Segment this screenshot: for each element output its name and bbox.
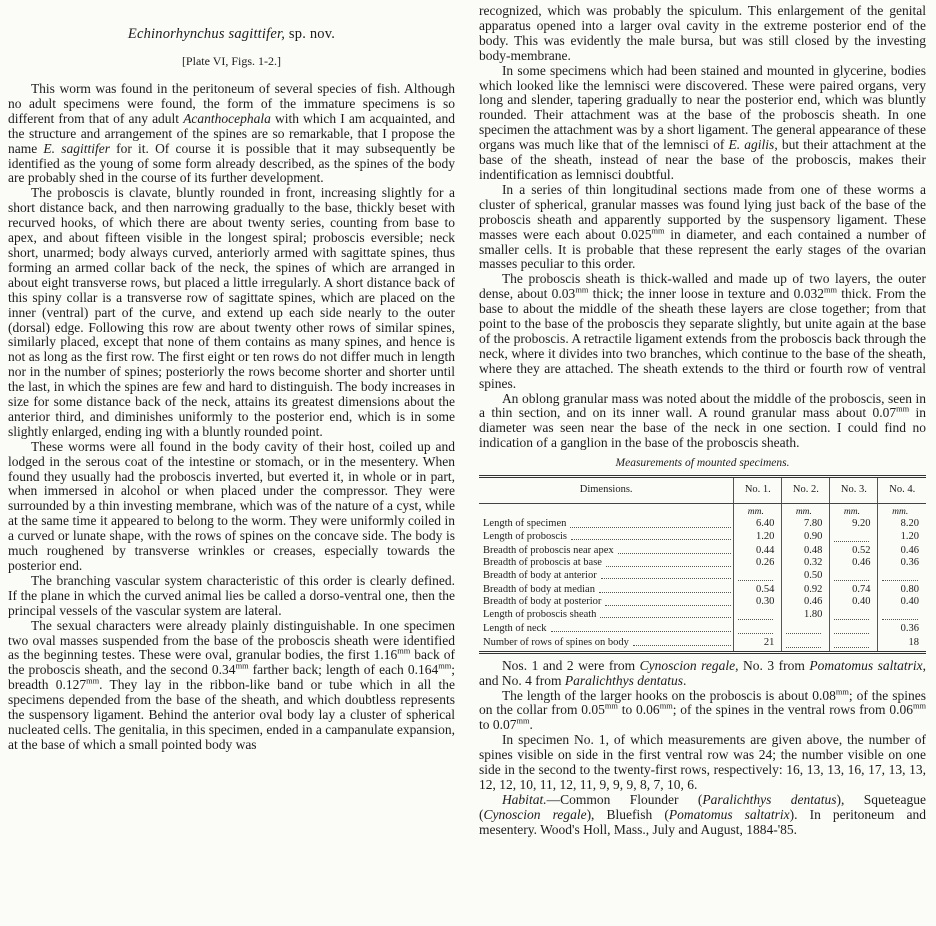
species-title: Echinorhynchus sagittifer, — [127, 26, 286, 42]
table-row — [479, 584, 926, 597]
text-run: . They lay in the ribbon-like band or tube which in all the specimens depended from the base of the sheath, and which doubtless represents the suspensory ligament. Behind the anterior oval body lay a cluster of spherical nucleated cells. The genitalia, in this specimen, ended in a campanulate expansion, at the base of which a small pointed body was — [8, 677, 455, 752]
paragraph — [479, 272, 926, 391]
text-run: This worm was found in the peritoneum of several species of fish. Although no adult specimens were found, the form of the immature specimens is so different from that of any adult — [8, 81, 455, 126]
text-run: Pomatomus saltatrix — [809, 657, 923, 673]
paragraph — [479, 64, 926, 183]
dot-leader — [606, 566, 731, 567]
paragraph — [479, 733, 926, 793]
empty-cell-dots — [786, 623, 821, 634]
text-run: mm — [235, 661, 249, 671]
empty-cell-dots — [738, 609, 773, 620]
text-run: An oblong granular mass was noted about the middle of the proboscis, seen in a thin section, and on its inner wall. A round granular mass about 0.07 — [479, 390, 926, 421]
empty-cell-dots — [834, 609, 869, 620]
value-cell: 0.80 — [878, 584, 926, 597]
value-cell — [830, 609, 878, 623]
table-row — [479, 637, 926, 653]
text-run: The branching vascular system characteristic of this order is clearly defined. If the plane in which the curved animal lies be called a dorso-ventral one, then the principal vessels of the vascular system are lateral. — [8, 572, 455, 618]
article-heading — [8, 26, 455, 69]
value-cell — [734, 570, 782, 584]
text-run: Paralichthys dentatus — [564, 672, 683, 688]
text-run: Nos. 1 and 2 were from — [501, 657, 640, 673]
text-run: recognized, which was probably the spiculum. This enlargement of the genital apparatus opened into a larger oval cavity in the extreme posterior end of the body. This was evidently the male bursa, but was still closed by the investing body-membrane. — [479, 3, 926, 63]
units-spacer — [479, 503, 734, 518]
text-run: ; of the spines in the ventral rows from 0.06 — [672, 702, 913, 718]
text-run: mm — [397, 646, 411, 656]
empty-cell-dots — [882, 609, 918, 620]
right-column-text-top — [479, 4, 926, 451]
dimension-text: Length of neck — [483, 622, 547, 634]
value-cell: 0.32 — [782, 557, 830, 570]
text-run: Habitat. — [501, 791, 547, 807]
value-cell — [878, 609, 926, 623]
text-run: The proboscis is clavate, bluntly rounded in front, increasing slightly for a short distance back, and then narrowing gradually to the base, thickly beset with recurved hooks, of which there are about twenty series, counting from base to apex, and about fifteen visible in the longest spiral; proboscis eversible; neck short, unarmed; body always curved, anteriorly armed with sagittate spines, thus forming an armed collar back of the neck, the spines of which are arranged in about eight transverse rows, but placed a little irregularly. A short distance back of this spiny collar is a transverse row of sagittate spines, which are placed on the inner (ventral) part of the curve, and extend up each side nearly to the outer (dorsal) edge. Following this row are about twenty other rows of similar spines, similarly placed, except that none of them contains as many spines, and hence is not as long as the first row. The first eight or ten rows do not differ much in length nor in the number of spines; posteriorly the rows become shorter and shorter until the last, in which the spines are few and hard to distinguish. The body increases in size for some distance back of the neck, attains its greatest dimensions about the anterior third, and diminishes uniformly to the posterior end, which is in some slightly enlarged, ending ing with a bluntly rounded point. — [8, 185, 455, 439]
table-row — [479, 596, 926, 609]
value-cell: 6.40 — [734, 518, 782, 531]
text-run: These worms were all found in the body cavity of their host, coiled up and lodged in the serous coat of the intestine or stomach, or in the mesentery. When found they usually had the proboscis inverted, but everted it, in whole or in part, when immersed in alcohol or when placed under the compressor. They were surrounded by a thin investing membrane, which was of the nature of a cyst, while at the same time it appeared to belong to the worm. They were uniformly coiled in a curved or lunate shape, with the rows of spines on the concave side. The body is much roughened by transverse wrinkles or creases, especially towards the posterior end. — [8, 438, 455, 573]
value-cell: 21 — [734, 637, 782, 653]
unit-label: mm. — [782, 503, 830, 518]
value-cell — [878, 570, 926, 584]
dot-leader — [571, 539, 731, 540]
dimension-text: Breadth of body at median — [483, 583, 595, 595]
dot-leader — [605, 605, 731, 606]
value-cell: 1.20 — [878, 531, 926, 545]
value-cell: 0.44 — [734, 545, 782, 558]
text-run: In specimen No. 1, of which measurements are given above, the number of spines visible on side in the first ventral row was 24; the number visible on one side in the second to the twenty-first rows, respectively: 16, 13, 13, 16, 17, 13, 13, 12, 12, 10, 11, 12, 11, 9, 9, 9, 8, 7, 10, 6. — [479, 732, 926, 792]
text-run: ), Squeteague ( — [479, 791, 926, 822]
text-run: —Common Flounder ( — [546, 791, 703, 807]
text-run: . — [682, 672, 687, 688]
value-cell: 0.46 — [782, 596, 830, 609]
table-row — [479, 545, 926, 558]
paragraph — [479, 659, 926, 689]
dimension-text: Length of proboscis — [483, 530, 567, 542]
measurements-table — [479, 475, 926, 654]
dot-leader — [600, 617, 731, 618]
value-cell — [830, 570, 878, 584]
unit-label: mm. — [734, 503, 782, 518]
paragraph — [479, 689, 926, 734]
value-cell: 0.48 — [782, 545, 830, 558]
value-cell: 7.80 — [782, 518, 830, 531]
text-run: Cynoscion regale — [483, 806, 587, 822]
text-run: with which I am acquainted, and the structure and arrangement of the spines are so remarkable, that I propose the name — [8, 110, 455, 156]
empty-cell-dots — [834, 531, 869, 542]
value-cell — [830, 531, 878, 545]
dimension-label — [479, 623, 733, 636]
table-row — [479, 531, 926, 545]
text-run: mm — [823, 285, 837, 295]
text-run: The length of the larger hooks on the proboscis is about 0.08 — [501, 687, 836, 703]
text-run: E. sagittifer — [43, 140, 110, 156]
value-cell: 0.40 — [830, 596, 878, 609]
dimension-label — [479, 609, 733, 622]
value-cell — [782, 637, 830, 653]
text-run: mm — [516, 716, 530, 726]
text-run: back of the proboscis sheath, and the second 0.34 — [8, 647, 455, 678]
article-title — [8, 26, 455, 43]
empty-cell-dots — [738, 623, 773, 634]
text-run: ), Bluefish ( — [586, 806, 669, 822]
empty-cell-dots — [834, 637, 869, 648]
value-cell: 0.92 — [782, 584, 830, 597]
value-cell: 0.46 — [830, 557, 878, 570]
text-run: The proboscis sheath is thick-walled and made up of two layers, the outer dense, about 0.03 — [479, 271, 926, 302]
dot-leader — [551, 631, 732, 632]
value-cell: 0.90 — [782, 531, 830, 545]
dimension-text: Length of proboscis sheath — [483, 608, 597, 620]
title-suffix: sp. nov. — [285, 26, 336, 42]
text-run: The sexual characters were already plainly distinguishable. In one specimen two oval masses suspended from the base of the proboscis sheath were identified as the beginning testes. These were oval, granular bodies, the first 1.16 — [8, 617, 455, 663]
measurements-section — [479, 457, 926, 654]
dimension-label — [479, 596, 733, 609]
text-run: , No. 3 from — [735, 657, 810, 673]
text-run: ; breadth 0.127 — [8, 662, 456, 693]
col-header-specimen: No. 4. — [878, 477, 926, 504]
text-run: thick. From the base to about the middle of the sheath these layers are close together; from that point to the base of the proboscis they separate slightly, but unite again at the base of the proboscis. A retractile ligament extends from the proboscis back through the neck, where it divides into two branches, which continue to the base of the sheath, where they are attached. The sheath extends to the third or fourth row of ventral spines. — [479, 286, 926, 391]
paragraph — [8, 619, 455, 753]
text-run: In some specimens which had been stained and mounted in glycerine, bodies which looked like the lemnisci were discovered. These were paired organs, very long and slender, tapering gradually to near the posterior end, which was bluntly rounded. Their attachment was at the base of the proboscis sheath. In one specimen the attachment was by a short ligament. The general appearance of these organs was much like that of the lemnisci of — [479, 62, 926, 153]
text-run: Pomatomus saltatrix — [668, 806, 790, 822]
text-run: Cynoscion regale — [639, 657, 736, 673]
dimension-text: Breadth of proboscis near apex — [483, 544, 614, 556]
dimension-text: Breadth of proboscis at base — [483, 557, 602, 569]
paragraph — [479, 183, 926, 272]
text-run: thick; the inner loose in texture and 0.032 — [588, 286, 824, 302]
unit-label: mm. — [830, 503, 878, 518]
dimension-label — [479, 570, 733, 583]
text-run: Paralichthys dentatus — [702, 791, 837, 807]
value-cell: 0.26 — [734, 557, 782, 570]
units-row — [479, 503, 926, 518]
text-run: farther back; length of each 0.164 — [248, 662, 439, 678]
dot-leader — [570, 527, 731, 528]
paragraph — [479, 392, 926, 452]
text-run: mm — [659, 701, 673, 711]
empty-cell-dots — [738, 570, 773, 581]
text-run: mm — [835, 687, 849, 696]
value-cell: 9.20 — [830, 518, 878, 531]
empty-cell-dots — [834, 570, 869, 581]
empty-cell-dots — [882, 570, 918, 581]
dimension-label — [479, 637, 733, 650]
value-cell: 18 — [878, 637, 926, 653]
table-header-row — [479, 477, 926, 504]
text-run: mm — [86, 676, 100, 686]
table-row — [479, 557, 926, 570]
right-column-text-bottom — [479, 659, 926, 838]
right-column — [479, 4, 926, 926]
value-cell: 1.80 — [782, 609, 830, 623]
value-cell: 0.36 — [878, 557, 926, 570]
text-run: mm — [912, 701, 926, 711]
paragraph — [479, 4, 926, 64]
dot-leader — [633, 645, 731, 646]
value-cell: 0.46 — [878, 545, 926, 558]
table-row — [479, 518, 926, 531]
text-run: . — [529, 717, 533, 733]
dimension-label — [479, 584, 733, 597]
table-caption: Measurements of mounted specimens. — [615, 457, 790, 470]
dimension-label — [479, 557, 733, 570]
empty-cell-dots — [786, 637, 821, 648]
text-run: mm — [604, 701, 618, 711]
value-cell: 1.20 — [734, 531, 782, 545]
paragraph — [479, 793, 926, 838]
value-cell: 0.40 — [878, 596, 926, 609]
paragraph — [8, 82, 455, 186]
table-row — [479, 609, 926, 623]
text-run: mm — [438, 661, 452, 671]
dot-leader — [618, 553, 732, 554]
dimension-label — [479, 545, 733, 558]
text-run: ; of the spines on the collar from 0.05 — [479, 687, 926, 718]
value-cell: 0.52 — [830, 545, 878, 558]
col-header-specimen: No. 1. — [734, 477, 782, 504]
text-run: , but their attachment at the base of the sheath, instead of near the base of the proboscis, makes their indentification as lemnisci doubtful. — [479, 137, 926, 182]
empty-cell-dots — [834, 623, 869, 634]
table-row — [479, 570, 926, 584]
dimension-text: Number of rows of spines on body — [483, 636, 629, 648]
value-cell — [782, 623, 830, 637]
dot-leader — [601, 578, 732, 579]
paragraph — [8, 186, 455, 439]
value-cell: 0.50 — [782, 570, 830, 584]
value-cell — [734, 609, 782, 623]
left-column — [8, 4, 455, 926]
text-run: mm — [651, 226, 665, 236]
value-cell: 0.54 — [734, 584, 782, 597]
paragraph — [8, 574, 455, 619]
text-run: ). In peritoneum and mesentery. Wood's Holl, Mass., July and August, 1884-'85. — [479, 806, 926, 837]
plate-caption: [Plate VI, Figs. 1-2.] — [181, 54, 282, 68]
paragraph — [8, 440, 455, 574]
text-run: E. agilis — [728, 137, 775, 153]
text-run: to 0.06 — [617, 702, 660, 718]
value-cell — [734, 623, 782, 637]
text-run: mm — [896, 404, 910, 414]
text-run: for it. Of course it is possible that it may subsequently be identified as the young of some form already described, as the spines of the body are probably shed in the course of its further development. — [8, 140, 455, 186]
dimension-text: Length of specimen — [483, 518, 567, 530]
value-cell: 8.20 — [878, 518, 926, 531]
text-run: Acanthocephala — [183, 110, 271, 126]
left-column-text — [8, 82, 455, 753]
text-run: mm — [575, 285, 589, 295]
col-header-specimen: No. 3. — [830, 477, 878, 504]
value-cell: 0.74 — [830, 584, 878, 597]
text-run: , and No. 4 from — [479, 657, 926, 688]
dimension-text: Breadth of body at posterior — [483, 596, 602, 608]
dimension-label — [479, 531, 733, 544]
col-header-dimensions: Dimensions. — [479, 477, 734, 504]
text-run: In a series of thin longitudinal sections made from one of these worms a cluster of spherical, granular masses was found lying just back of the base of the proboscis sheath and apparently supported by the suspensory ligament. These masses were each about 0.025 — [479, 181, 926, 242]
text-run: in diameter, and each contained a number of smaller cells. It is probable that these represent the early stages of the ovarian masses peculiar to this order. — [479, 226, 926, 272]
value-cell — [830, 623, 878, 637]
text-run: in diameter was seen near the base of the neck in one section. I could find no indication of a ganglion in the base of the proboscis sheath. — [479, 405, 926, 451]
dot-leader — [599, 592, 731, 593]
text-run: to 0.07 — [479, 717, 517, 733]
dimension-label — [479, 518, 733, 531]
value-cell — [830, 637, 878, 653]
dimension-text: Breadth of body at anterior — [483, 569, 597, 581]
col-header-specimen: No. 2. — [782, 477, 830, 504]
value-cell: 0.36 — [878, 623, 926, 637]
value-cell: 0.30 — [734, 596, 782, 609]
table-row — [479, 623, 926, 637]
unit-label: mm. — [878, 503, 926, 518]
